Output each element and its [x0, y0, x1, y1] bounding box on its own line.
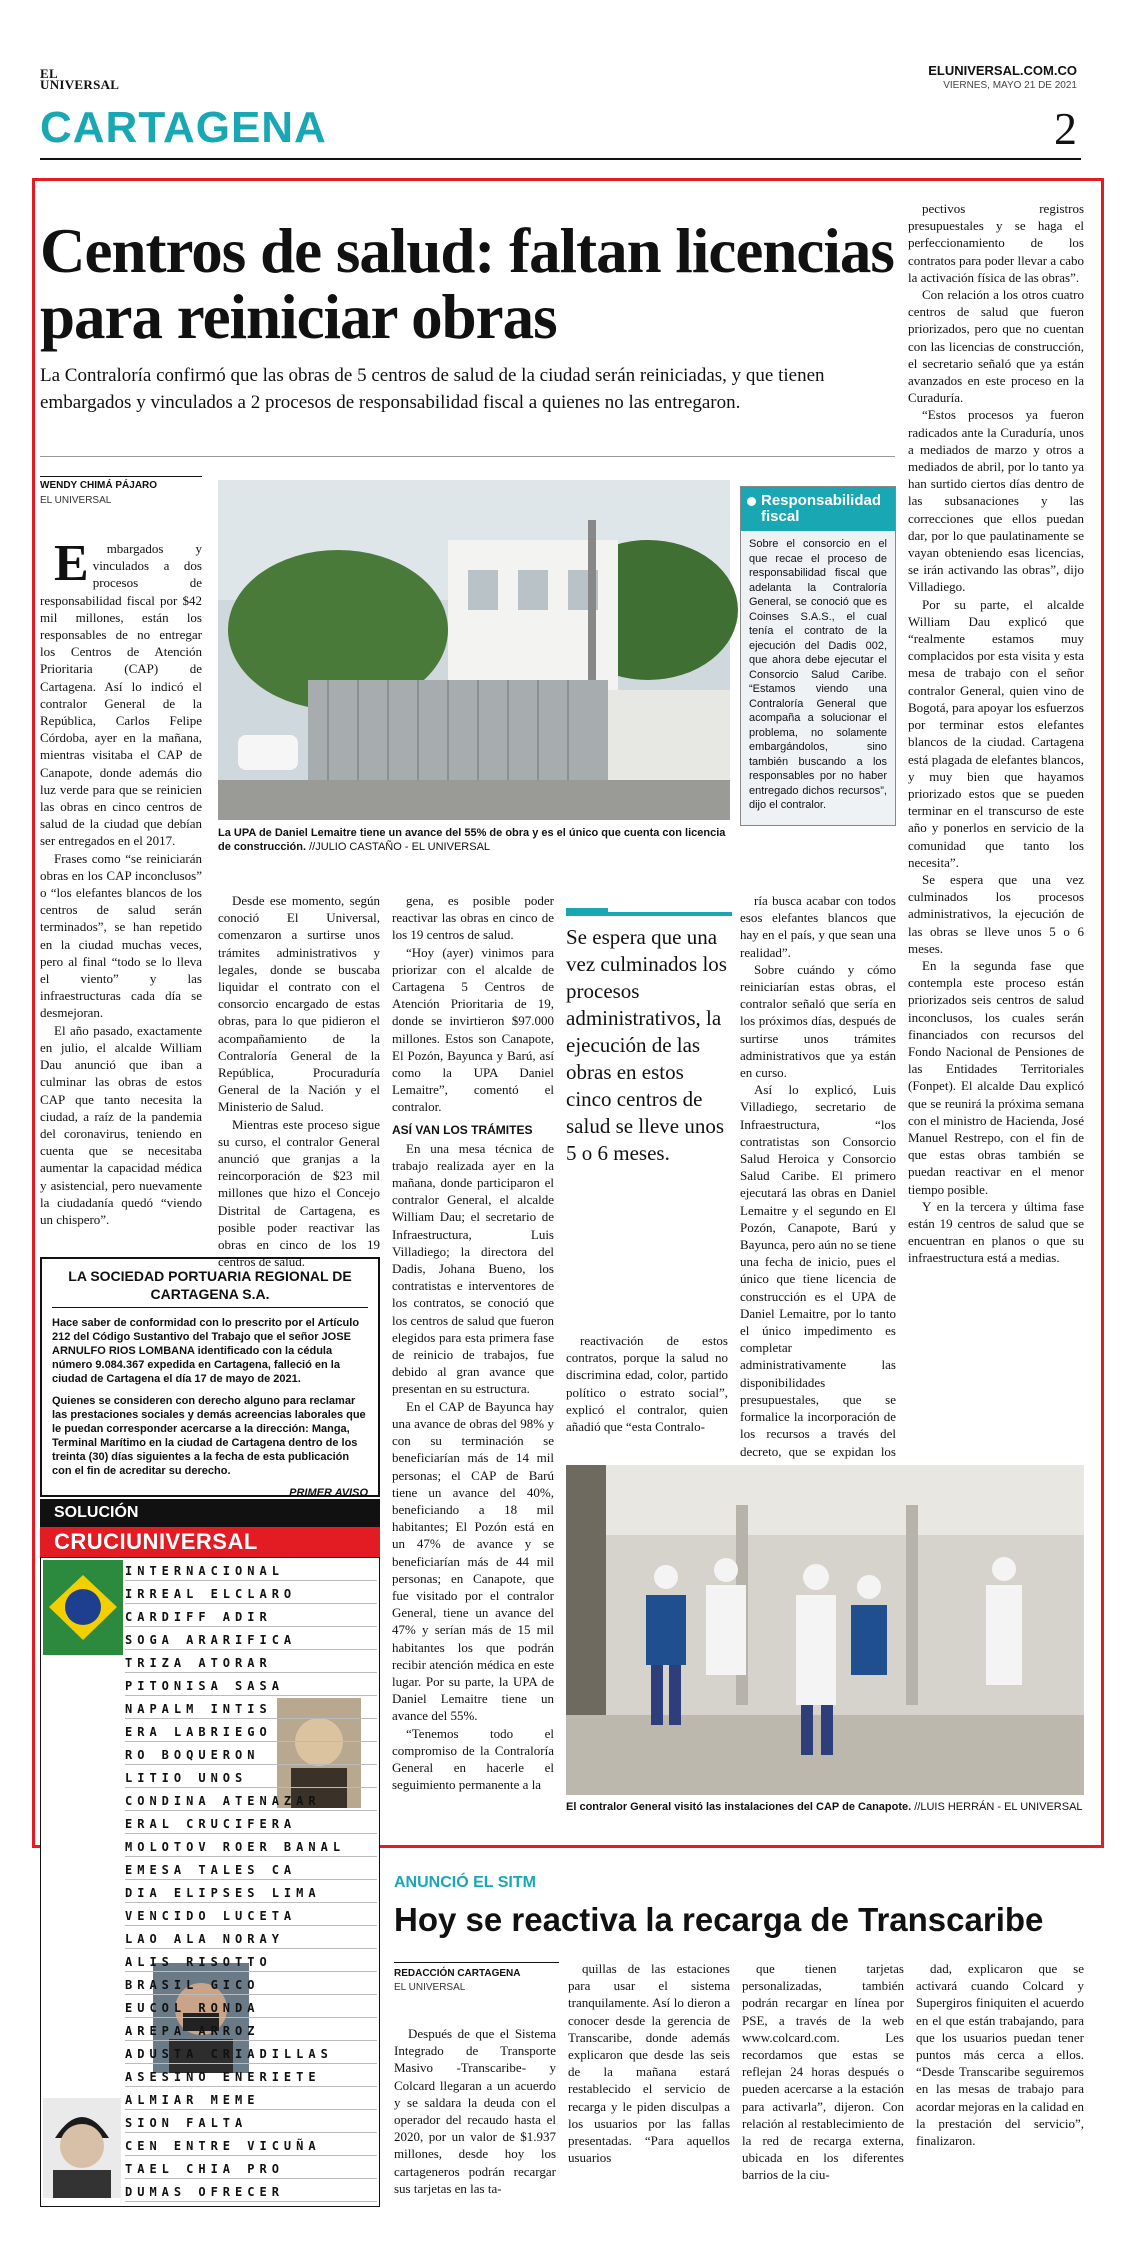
- article-column-5: [740, 892, 896, 1462]
- crossword-row: LITIO UNOS: [125, 1769, 377, 1788]
- crossword-row: ALIS RISOTTO: [125, 1953, 377, 1972]
- caption-text: La UPA de Daniel Lemaitre tiene un avance del 55% de obra y es el único que cuenta con licencia de construcción.: [218, 827, 726, 853]
- inspection-visit-image: [566, 1465, 1084, 1795]
- crossword-row: EMESA TALES CA: [125, 1861, 377, 1880]
- crossword-row: PITONISA SASA: [125, 1677, 377, 1696]
- crossword-row: ERAL CRUCIFERA: [125, 1815, 377, 1834]
- paragraph: Con relación a los otros cuatro centros de salud que fueron priorizados, pero que no cuentan con las licencias de construcción, el secretario señaló que ya están avanzados en este proceso en la Curaduría.: [908, 287, 1084, 406]
- issue-date: VIERNES, MAYO 21 DE 2021: [943, 80, 1077, 91]
- paragraph: En la segunda fase que contempla este proceso están priorizados seis centros de salud inconclusos, los cuales serán financiados con recursos del Fondo Nacional de Pensiones de las Entidades Territoriales (Fonpet). El alcalde Dau explicó que se reunirá la próxima semana con el ministro de Hacienda, José Manuel Restrepo, con el fin de que estas obras también se puedan reactivar en el menor tiempo posible.: [908, 957, 1084, 1197]
- notice-signature: PRIMER AVISO: [289, 1487, 368, 1499]
- photo-upa-daniel-lemaitre: [218, 480, 730, 820]
- crossword-row: CEN ENTRE VICUÑA: [125, 2137, 377, 2156]
- article-column-3: [392, 892, 554, 1827]
- photo-cap-canapote: [566, 1465, 1084, 1795]
- photo-credit: //LUIS HERRÁN - EL UNIVERSAL: [911, 1801, 1083, 1813]
- notice-paragraph: Hace saber de conformidad con lo prescrito por el Artículo 212 del Código Sustantivo del Trabajo que el señor JOSE ARNULFO RIOS LOMBANA identificado con la cédula número 9.084.367 expedida en Cartagena, falleció en la ciudad de Cartagena el día 17 de mayo de 2021.: [52, 1317, 360, 1385]
- paragraph: ría busca acabar con todos esos elefantes blancos que hay en el país, y que sean una realidad”.: [740, 893, 896, 960]
- crossword-row: NAPALM INTIS: [125, 1700, 377, 1719]
- brazil-flag-image: [43, 1560, 123, 1655]
- legal-notice: [40, 1257, 380, 1497]
- paragraph: Desde ese momento, según conoció El Universal, comenzaron a surtirse unos trámites administrativos y legales, donde se buscaba liquidar el contrato con el consorcio encargado de estas obras, para lo que pidieron el acompañamiento de la Contraloría General de la República, Procuraduría General de la Nación y el Ministerio de Salud.: [218, 893, 380, 1115]
- article-column-2: [218, 892, 380, 1270]
- logo-line-1: EL: [40, 66, 58, 81]
- site-url: ELUNIVERSAL.COM.CO: [928, 63, 1077, 78]
- crossword-row: IRREAL ELCLARO: [125, 1585, 377, 1604]
- sidebar-responsabilidad-fiscal: [740, 486, 896, 826]
- photo-2-caption: [566, 1800, 1084, 1814]
- sitm-column-4: [916, 1960, 1084, 2225]
- sitm-column-1: [394, 2025, 556, 2225]
- paragraph: “Tenemos todo el compromiso de la Contraloría General en hacerle el seguimiento permanente a la: [392, 1725, 554, 1793]
- crossword-row: ALMIAR MEME: [125, 2091, 377, 2110]
- photo-1-caption: [218, 826, 730, 854]
- paragraph: En una mesa técnica de trabajo realizada ayer en la mañana, donde participaron el contralor General, el alcalde William Dau; el secretario de Infraestructura, Luis Villadiego; la directora del Dadis, Johana Bueno, los contratistas e interventores de los contratos, se conoció que los centros de salud que fueron elegidos para esta primera fase de reinicio de trabajos, fue debido al gran avance que presentan en su estructura.: [392, 1140, 554, 1397]
- crossword-row: SOGA ARARIFICA: [125, 1631, 377, 1650]
- paragraph: Se espera que una vez culminados los procesos administrativos, la ejecución de las obras se lleve unos 5 o 6 meses.: [908, 871, 1084, 956]
- paragraph: pectivos registros presupuestales y se haga el perfeccionamiento de los contratos para poder llevar a cabo la activación física de las obras”.: [908, 201, 1084, 285]
- sidebar-title: Responsabilidad fiscal: [741, 487, 895, 531]
- article-headline: Centros de salud: faltan licencias para reiniciar obras: [40, 216, 894, 352]
- crossword-row: AREPA ARROZ: [125, 2022, 377, 2041]
- section-title: CARTAGENA: [40, 103, 327, 152]
- photo-credit: //JULIO CASTAÑO - EL UNIVERSAL: [306, 841, 491, 853]
- singer-portrait-image: [43, 2098, 121, 2198]
- paragraph: Así lo explicó, Luis Villadiego, secretario de Infraestructura, “los contratistas son Consorcio Salud Heroica y Consorcio Salud Caribe. El primero ejecutará las obras en Daniel Lemaitre y el segundo en El Pozón, Canapote, Barú y Bayunca, pero aún no se tiene una fecha de inicio, pues el único que tiene licencia de construcción es el UPA de Daniel Lemaitre, por lo tanto el único impedimento es completar administrativamente las disponibilidades presupuestales, que se formalice la incorporación de los recursos a través del decreto, que se expidan los: [740, 1082, 896, 1459]
- crossword-row: ERA LABRIEGO: [125, 1723, 377, 1742]
- paragraph: dad, explicaron que se activará cuando Colcard y Supergiros finiquiten el acuerdo en el que están trabajando, para que los usuarios puedan tener puntos más cerca a ellos. “Desde Transcaribe seguiremos en las mesas de trabajo para acordar mejoras en la calidad en la prestación del servicio”, finalizaron.: [916, 1961, 1084, 2149]
- crossword-row: ASESINO ENERIETE: [125, 2068, 377, 2087]
- crossword-row: ADUSTA CRIADILLAS: [125, 2045, 377, 2064]
- crossword-row: SION FALTA: [125, 2114, 377, 2133]
- crossword-row: TAEL CHIA PRO: [125, 2160, 377, 2179]
- caption-text: El contralor General visitó las instalaciones del CAP de Canapote.: [566, 1801, 912, 1813]
- solution-label: SOLUCIÓN: [40, 1499, 380, 1527]
- sitm-headline: Hoy se reactiva la recarga de Transcaribe: [394, 1901, 1044, 1938]
- crossword-row: DIA ELIPSES LIMA: [125, 1884, 377, 1903]
- notice-title: LA SOCIEDAD PORTUARIA REGIONAL DE CARTAGENA S.A.: [52, 1267, 368, 1308]
- crossword-row: LAO ALA NORAY: [125, 1930, 377, 1949]
- paragraph: que tienen tarjetas personalizadas, también podrán recargar en línea por PSE, a través de la web www.colcard.com. Les recordamos que estas se reflejan 24 horas después o pueden acercarse a la estación para activarla”, dijeron. Con relación al restablecimiento de la red de recarga externa, ubicada en los diferentes barrios de la ciu-: [742, 1961, 904, 2183]
- paragraph: El año pasado, exactamente en julio, el alcalde William Dau anunció que iban a culminar las obras de estos CAP que tanto necesita la ciudad, a raíz de la pandemia del coronavirus, teniendo en cuenta que se necesitaba aumentar la capacidad médica y asistencial, pero nuevamente la ciudadanía quedó “viendo un chispero”.: [40, 1022, 202, 1227]
- byline-name: WENDY CHIMÁ PÁJARO: [40, 480, 158, 491]
- article-lead: La Contraloría confirmó que las obras de 5 centros de salud de la ciudad serán reiniciadas, y que tienen embargados y vinculados a 2 procesos de responsabilidad fiscal a quienes no las entregaron.: [40, 365, 825, 413]
- sitm-column-2: [568, 1960, 730, 2225]
- logo-line-2: UNIVERSAL: [40, 77, 120, 92]
- byline-org: EL UNIVERSAL: [40, 495, 112, 506]
- sitm-byline-name: REDACCIÓN CARTAGENA: [394, 1968, 521, 1979]
- paragraph: Sobre cuándo y cómo reiniciarían estas obras, el contralor señaló que sería en los próximos días, después de surtirse unos trámites administrativos que ya están en curso.: [740, 961, 896, 1081]
- masthead-divider: [40, 158, 1081, 160]
- notice-paragraph: Quienes se consideren con derecho alguno para reclamar las prestaciones sociales y demás acreencias laborales que le puedan corresponder acercarse a la dirección: Manga, Terminal Marítimo en la ciudad de Cartagena dentro de los treinta (30) días siguientes a la fecha de esta publicación con el fin de acreditar su derecho.: [52, 1395, 366, 1477]
- paragraph: “Hoy (ayer) vinimos para priorizar con el alcalde de Cartagena 5 Centros de Atención Prioritaria de 19, donde se invirtieron $97.000 millones. Estos son Canapote, El Pozón, Bayunca y Barú, así como la UPA Daniel Lemaitre”, comentó el contralor.: [392, 944, 554, 1115]
- paragraph: reactivación de estos contratos, porque la salud no discrimina edad, color, partido político o estrato social”, explicó el contralor, quien añadió que “esta Contralo-: [566, 1333, 728, 1435]
- paragraph: Y en la tercera y última fase están 19 centros de salud que se encuentran en planos o que su infraestructura está a medias.: [908, 1198, 1084, 1266]
- sidebar-body: Sobre el consorcio en el que recae el proceso de responsabilidad fiscal que adelanta la Contraloría General, se conoció que es Coinses S.A.S., el cual tenía el contrato de la ejecución del Dadis 002, que ahora debe ejecutar el Consorcio Salud Caribe. “Estamos viendo una Contraloría General que acompaña a solucionar el problema, no solamente embargándolos, sino también buscando a los responsables por no haber entregado dichos recursos”, dijo el contralor.: [749, 538, 887, 811]
- paragraph: Por su parte, el alcalde William Dau explicó que “realmente estamos muy complacidos por esta visita y esta mesa de trabajo con el señor contralor General, quien vino de Bogotá, para apoyar los esfuerzos por terminar estos elefantes blancos de la ciudad. Cartagena está plagada de elefantes blancos, y muy bien que hayamos priorizado estos que se pueden terminar en el transcurso de este año y ponerlos en servicio de la comunidad que tanto los necesita”.: [908, 596, 1084, 870]
- sitm-column-3: [742, 1960, 904, 2225]
- subhead: ASÍ VAN LOS TRÁMITES: [392, 1122, 533, 1137]
- paragraph: Frases como “se reiniciarán obras en los CAP inconclusos” o “los elefantes blancos de los centros de salud serán terminados”, se han repetido en la ciudad muchas veces, pero al final “todo se lo lleva el viento” y las infraestructuras cada día se desmejoran.: [40, 850, 202, 1021]
- crossword-grid: [40, 1557, 380, 2207]
- page-number: 2: [1054, 103, 1077, 154]
- crossword-row: DUMAS OFRECER: [125, 2183, 377, 2202]
- lead-divider: [40, 456, 895, 457]
- paragraph: quillas de las estaciones para usar el sistema tranquilamente. Así lo dieron a conocer desde la gerencia de Transcaribe, donde además explicaron que desde las seis de la mañana estará restablecido el servicio de recarga y le piden disculpas a los usuarios por las fallas presentadas. “Para aquellos usuarios: [568, 1961, 730, 2166]
- paragraph: Después de que el Sistema Integrado de Transporte Masivo -Transcaribe- y Colcard llegaran a un acuerdo y se saldara la deuda con el operador del recaudo hasta el 2020, por un valor de $1.937 millones, desde hoy los cartageneros podrán recargar sus tarjetas en las ta-: [394, 2026, 556, 2196]
- crossword-row: VENCIDO LUCETA: [125, 1907, 377, 1926]
- crossword-row: RO BOQUERON: [125, 1746, 377, 1765]
- newspaper-logo: [40, 66, 120, 92]
- sitm-byline-divider: [394, 1962, 559, 1963]
- crossword-row: CONDINA ATENAZAR: [125, 1792, 377, 1811]
- crossword-row: EUCOL RONDA: [125, 1999, 377, 2018]
- pull-quote: Se espera que una vez culminados los procesos administrativos, la ejecución de las obras en estos cinco centros de salud se lleve unos 5 o 6 meses.: [566, 912, 732, 1167]
- sitm-byline-org: EL UNIVERSAL: [394, 1982, 466, 1993]
- crossword-row: INTERNACIONAL: [125, 1562, 377, 1581]
- crossword-row: BRASIL GICO: [125, 1976, 377, 1995]
- paragraph: En el CAP de Bayunca hay una avance de obras del 98% y con su terminación se beneficiarían más de 14 mil personas; el CAP de Barú tiene un avance del 40%, beneficiando a 18 mil habitantes; El Pozón está en un 47% de avance y se beneficiarían más de 44 mil personas; en Canapote, que fue visitado por el contralor General, tiene un avance del 47% y serían más de 15 mil habitantes los que podrán recibir atención médica en este lugar. Por su parte, la UPA de Daniel Lemaitre tiene un avance del 55%.: [392, 1398, 554, 1724]
- crossword-row: MOLOTOV ROER BANAL: [125, 1838, 377, 1857]
- article-column-1: [40, 535, 202, 1240]
- sitm-kicker: ANUNCIÓ EL SITM: [394, 1874, 536, 1891]
- byline-divider: [40, 476, 202, 477]
- construction-site-image: [218, 480, 730, 820]
- paragraph: Mientras este proceso sigue su curso, el contralor General anunció que granjas a la reincorporación de $23 mil millones que hizo el Concejo Distrital de Cartagena, es posible poder reactivar las obras en cinco de los 19 centros de salud.: [218, 1116, 380, 1270]
- paragraph: “Estos procesos ya fueron radicados ante la Curaduría, unos a mediados de marzo y otros a mediados de abril, por lo tanto ya han surtido ciertos días dentro de las subsanaciones y las correcciones que ellos puedan dar, por lo que paulatinamente se vayan obteniendo esas licencias, se irán activando las obras”, dijo Villadiego.: [908, 407, 1084, 595]
- crossword-row: CARDIFF ADIR: [125, 1608, 377, 1627]
- paragraph: gena, es posible poder reactivar las obras en cinco de los 19 centros de salud.: [392, 893, 554, 943]
- crossword-title: CRUCIUNIVERSAL: [40, 1527, 380, 1557]
- paragraph: Embargados y vinculados a dos procesos de responsabilidad fiscal por $42 mil millones, están los responsables de no entregar los Centros de Atención Prioritaria (CAP) de Cartagena. Así lo indicó el contralor General de la República, Carlos Felipe Córdoba, ayer en la mañana, mientras visitaba el CAP de Canapote, donde además dio luz verde para que se reinicien las obras en cinco centros de salud de la ciudad que debían ser entregados en el 2017.: [40, 535, 202, 849]
- article-column-4: [566, 1332, 728, 1462]
- article-column-6: [908, 200, 1084, 1475]
- crossword-row: TRIZA ATORAR: [125, 1654, 377, 1673]
